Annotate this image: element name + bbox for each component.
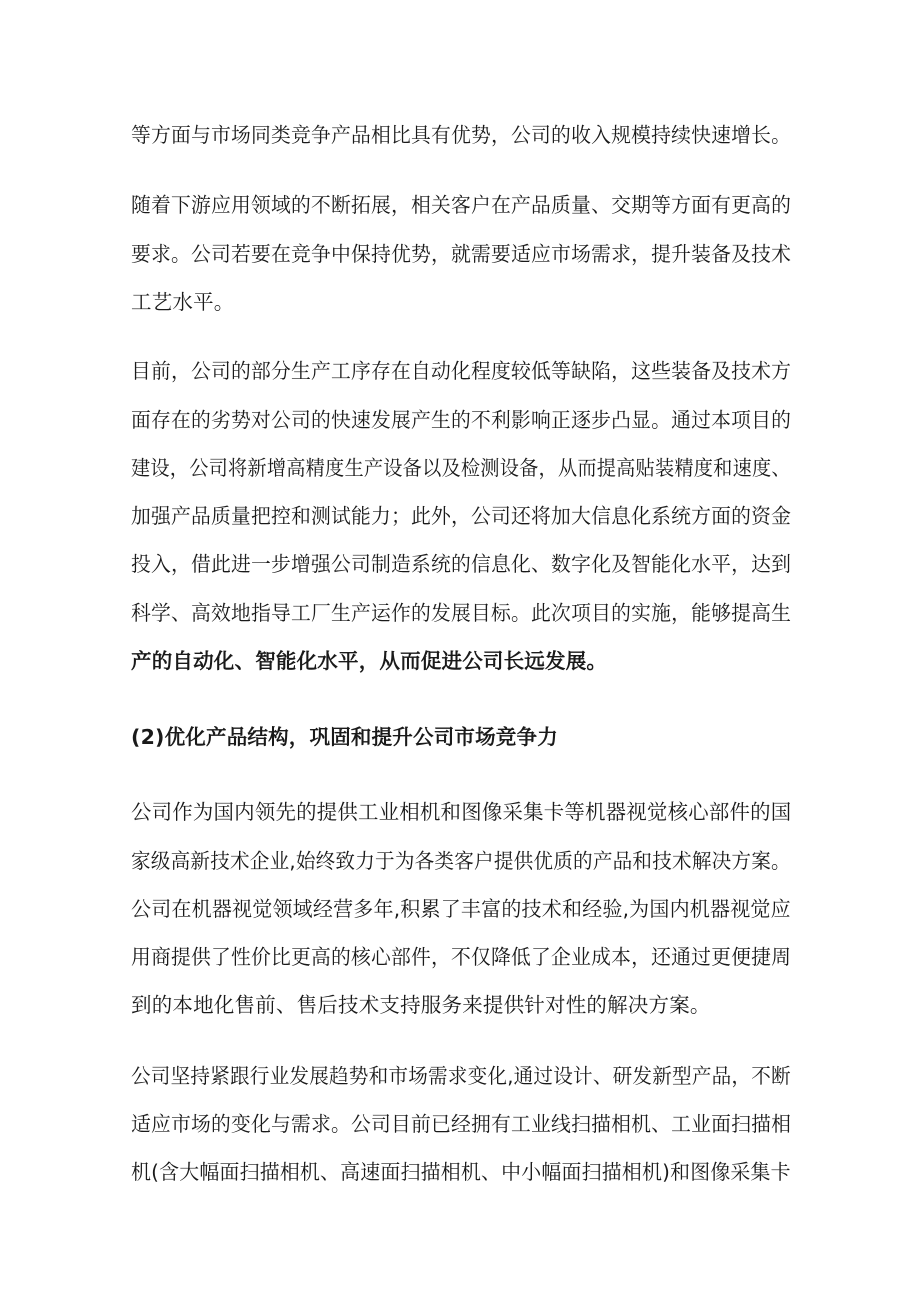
paragraph-3-line-1: 目前，公司的部分生产工序存在自动化程度较低等缺陷，这些装备及技术方 <box>131 359 792 383</box>
paragraph-3-line-3: 建设，公司将新增高精度生产设备以及检测设备，从而提高贴装精度和速度、 <box>131 456 791 480</box>
paragraph-3-line-6: 科学、高效地指导工厂生产运作的发展目标。此次项目的实施，能够提高生 <box>131 601 792 625</box>
section-heading: (2)优化产品结构，巩固和提升公司市场竞争力 <box>131 725 558 749</box>
paragraph-1-line-1: 等方面与市场同类竞争产品相比具有优势，公司的收入规模持续快速增长。 <box>131 123 792 147</box>
paragraph-3-line-4: 加强产品质量把控和测试能力；此外，公司还将加大信息化系统方面的资金 <box>131 504 792 528</box>
paragraph-5-line-3: 机(含大幅面扫描相机、高速面扫描相机、中小幅面扫描相机)和图像采集卡 <box>131 1160 791 1184</box>
paragraph-5-line-2: 适应市场的变化与需求。公司目前已经拥有工业线扫描相机、工业面扫描相 <box>131 1112 792 1136</box>
paragraph-4-line-5: 到的本地化售前、售后技术支持服务来提供针对性的解决方案。 <box>131 993 711 1017</box>
paragraph-4-line-4: 用商提供了性价比更高的核心部件，不仅降低了企业成本，还通过更便捷周 <box>131 945 792 969</box>
paragraph-4-line-1: 公司作为国内领先的提供工业相机和图像采集卡等机器视觉核心部件的国 <box>131 800 792 824</box>
paragraph-5-line-1: 公司坚持紧跟行业发展趋势和市场需求变化,通过设计、研发新型产品，不断 <box>131 1064 791 1088</box>
paragraph-2-line-3: 工艺水平。 <box>131 290 235 314</box>
paragraph-3-line-2: 面存在的劣势对公司的快速发展产生的不利影响正逐步凸显。通过本项目的 <box>131 408 792 432</box>
paragraph-3-line-7: 产的自动化、智能化水平，从而促进公司长远发展。 <box>131 649 608 673</box>
paragraph-4-line-3: 公司在机器视觉领域经营多年,积累了丰富的技术和经验,为国内机器视觉应 <box>131 897 791 921</box>
paragraph-2-line-2: 要求。公司若要在竞争中保持优势，就需要适应市场需求，提升装备及技术 <box>131 242 792 266</box>
paragraph-4-line-2: 家级高新技术企业,始终致力于为各类客户提供优质的产品和技术解决方案。 <box>131 849 791 873</box>
paragraph-3-line-5: 投入，借此进一步增强公司制造系统的信息化、数字化及智能化水平，达到 <box>131 552 792 576</box>
paragraph-2-line-1: 随着下游应用领域的不断拓展，相关客户在产品质量、交期等方面有更高的 <box>131 193 792 217</box>
